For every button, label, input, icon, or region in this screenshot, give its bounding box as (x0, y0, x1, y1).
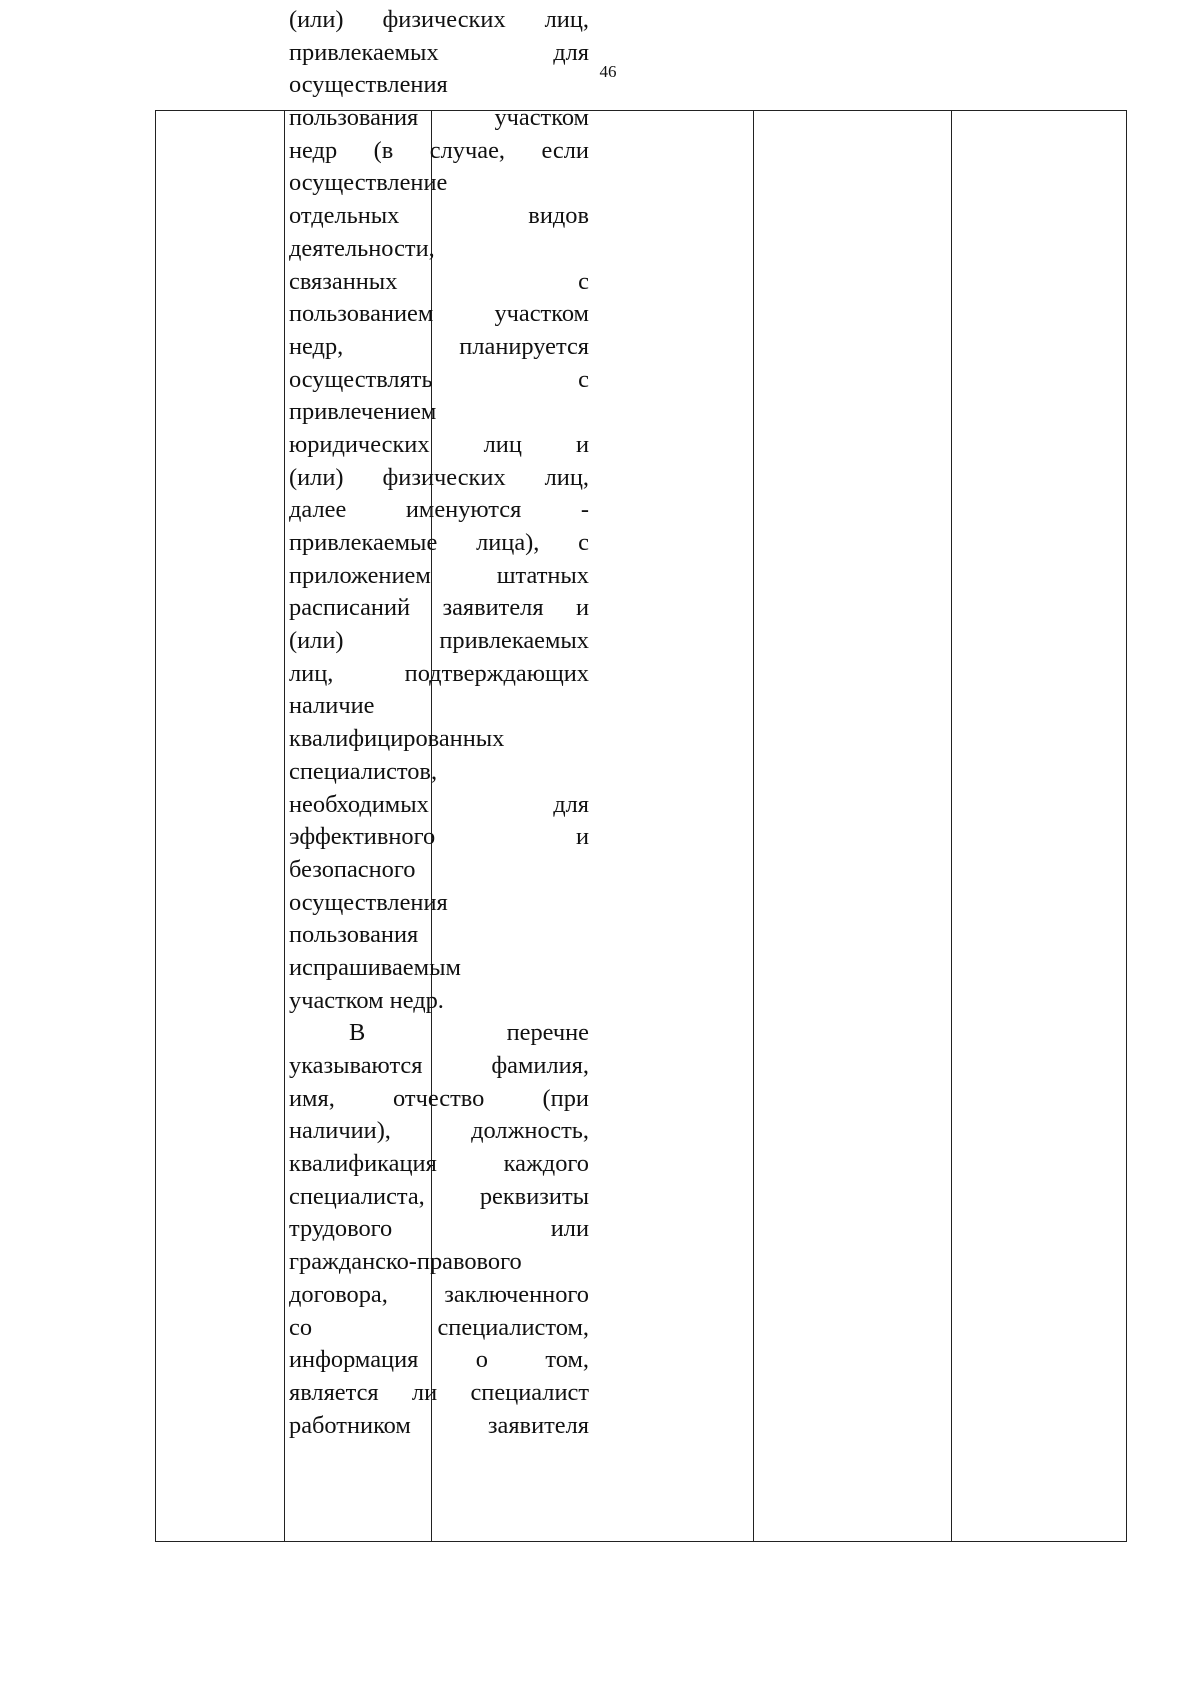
text-line (289, 1246, 589, 1279)
text-word: (или) (289, 463, 344, 491)
text-line (289, 919, 589, 952)
text-word: для (553, 38, 589, 66)
text-word: и (575, 594, 589, 622)
text-word: необходимых (289, 790, 429, 818)
text-line (289, 756, 589, 789)
text-line (289, 298, 589, 331)
text-word: штатных (496, 561, 589, 589)
text-word: (в (373, 136, 394, 164)
text-word: безопасного (289, 855, 416, 883)
table-cell-text (289, 4, 589, 1442)
text-word: (или) (289, 627, 344, 655)
text-line (289, 887, 589, 920)
text-line (289, 266, 589, 299)
text-word: о (475, 1346, 488, 1374)
text-line (289, 592, 589, 625)
text-line (289, 952, 589, 985)
text-word: участком (494, 300, 589, 328)
text-word: (при (542, 1084, 589, 1112)
text-line (289, 4, 589, 37)
text-word: должность, (471, 1117, 589, 1145)
text-line (289, 462, 589, 495)
text-line (289, 429, 589, 462)
text-word: реквизиты (479, 1182, 589, 1210)
text-word: именуются (405, 496, 522, 524)
text-word: привлечением (289, 398, 437, 426)
text-line (289, 985, 589, 1018)
text-word: (или) (289, 6, 344, 33)
text-line (289, 1017, 589, 1050)
text-word: договора, (289, 1280, 388, 1308)
text-line (289, 396, 589, 429)
text-word: лиц, (544, 6, 589, 33)
text-word: каждого (503, 1150, 589, 1178)
text-line (289, 1115, 589, 1148)
text-word: имя, (289, 1084, 335, 1112)
text-line (289, 1213, 589, 1246)
text-word: подтверждающих (404, 659, 589, 687)
text-line (289, 1148, 589, 1181)
text-word: лиц, (544, 463, 589, 491)
text-word: является (289, 1378, 379, 1406)
text-word: участком недр. (289, 986, 444, 1014)
text-word: гражданско-правового (289, 1248, 522, 1276)
text-word: осуществлять (289, 365, 433, 393)
text-word: том, (545, 1346, 589, 1374)
text-line (289, 1279, 589, 1312)
text-line (289, 37, 589, 70)
text-line (289, 167, 589, 200)
text-word: фамилия, (491, 1052, 589, 1079)
text-line (289, 1050, 589, 1083)
text-word: наличие (289, 692, 375, 720)
text-word: физических (382, 6, 506, 33)
text-line (289, 690, 589, 723)
text-word: расписаний (289, 594, 411, 622)
text-line (289, 1344, 589, 1377)
text-word: осуществления (289, 888, 448, 916)
text-word: юридических (289, 430, 430, 458)
text-line (289, 789, 589, 822)
text-word: недр (289, 136, 338, 164)
text-word: с (578, 529, 589, 556)
text-word: случае, (429, 136, 505, 164)
text-word: специалистом, (437, 1313, 589, 1341)
text-word: испрашиваемым (289, 953, 461, 981)
text-word: квалификация (289, 1150, 437, 1178)
text-word: физических (382, 463, 506, 491)
text-word: связанных (289, 267, 398, 295)
column-divider (951, 111, 952, 1541)
text-word: деятельности, (289, 234, 435, 262)
column-divider (284, 111, 285, 1541)
text-word: отчество (393, 1084, 485, 1112)
text-line (289, 200, 589, 233)
text-word: лица), (476, 529, 540, 556)
text-word: осуществления (289, 71, 448, 99)
text-word: приложением (289, 561, 431, 589)
text-word: В (349, 1019, 366, 1047)
text-word: заявителя (487, 1411, 589, 1439)
text-word: видов (528, 202, 589, 230)
text-word: привлекаемых (439, 627, 589, 655)
text-word: для (553, 790, 589, 818)
text-word: и (575, 430, 589, 458)
text-line (289, 1410, 589, 1443)
text-word: квалифицированных (289, 725, 505, 753)
text-line (289, 233, 589, 266)
text-line (289, 821, 589, 854)
page-number: 46 (599, 62, 617, 81)
text-line (289, 331, 589, 364)
text-word: участком (494, 104, 589, 132)
text-word: отдельных (289, 202, 400, 230)
text-word: или (550, 1215, 589, 1243)
text-word: далее (289, 496, 347, 524)
text-word: перечне (506, 1019, 589, 1047)
text-line (289, 135, 589, 168)
text-word: специалист (470, 1378, 589, 1406)
text-word: специалистов, (289, 757, 438, 785)
text-word: заявителя (442, 594, 544, 622)
text-word: пользованием (289, 300, 434, 328)
text-line (289, 854, 589, 887)
text-word: указываются (289, 1052, 423, 1079)
text-line (289, 1312, 589, 1345)
text-word: пользования (289, 104, 419, 132)
text-word: если (541, 136, 589, 164)
text-word: с (578, 267, 589, 295)
text-word: информация (289, 1346, 419, 1374)
text-word: пользования (289, 921, 419, 949)
text-word: планируется (459, 332, 589, 360)
text-line (289, 1377, 589, 1410)
text-word: специалиста, (289, 1182, 425, 1210)
text-word: лиц (483, 430, 522, 458)
text-word: привлекаемые (289, 529, 438, 556)
text-word: трудового (289, 1215, 393, 1243)
text-line (289, 723, 589, 756)
text-line (289, 658, 589, 691)
text-line (289, 1083, 589, 1116)
text-word: с (578, 365, 589, 393)
text-line (289, 560, 589, 593)
text-word: - (580, 496, 589, 524)
text-line (289, 102, 589, 135)
text-word: работником (289, 1411, 411, 1439)
text-word: наличии), (289, 1117, 391, 1145)
text-word: недр, (289, 332, 344, 360)
text-word: ли (411, 1378, 438, 1406)
text-word: эффективного (289, 823, 436, 851)
text-word: привлекаемых (289, 38, 439, 66)
text-line (289, 625, 589, 658)
text-line (289, 1181, 589, 1214)
text-word: со (289, 1313, 313, 1341)
text-word: осуществление (289, 169, 448, 197)
text-word: лиц, (289, 659, 334, 687)
text-line (289, 494, 589, 527)
text-word: и (575, 823, 589, 851)
text-line (289, 527, 589, 560)
text-line (289, 69, 589, 102)
column-divider (753, 111, 754, 1541)
text-word: заключенного (444, 1280, 589, 1308)
text-line (289, 364, 589, 397)
